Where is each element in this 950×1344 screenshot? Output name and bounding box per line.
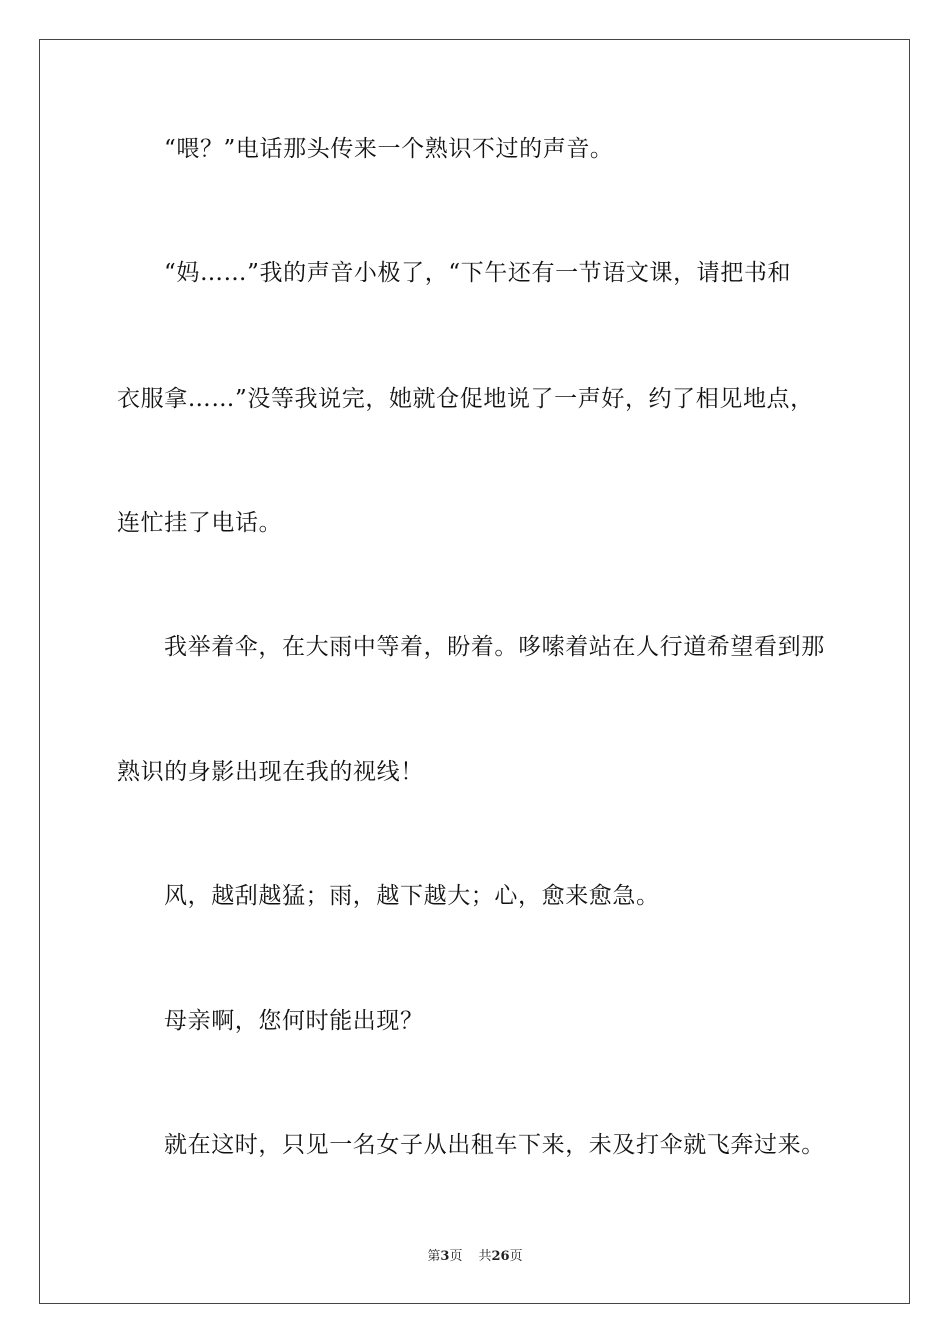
total-unit: 页 <box>509 1249 523 1264</box>
page-prefix: 第 <box>427 1249 441 1264</box>
paragraph-line-5: 我举着伞，在大雨中等着，盼着。哆嗦着站在人行道希望看到那 <box>164 634 825 660</box>
paragraph-line-4: 连忙挂了电话。 <box>117 510 283 536</box>
paragraph-line-7: 风，越刮越猛；雨，越下越大；心，愈来愈急。 <box>164 883 660 909</box>
total-page-number: 26 <box>491 1249 510 1264</box>
total-prefix: 共 <box>478 1249 492 1264</box>
page-unit: 页 <box>449 1249 463 1264</box>
paragraph-line-8: 母亲啊，您何时能出现？ <box>164 1008 424 1034</box>
paragraph-line-6: 熟识的身影出现在我的视线！ <box>117 759 424 785</box>
paragraph-line-3: 衣服拿……”没等我说完，她就仓促地说了一声好，约了相见地点， <box>117 386 814 412</box>
current-page-number: 3 <box>440 1249 450 1264</box>
paragraph-line-9: 就在这时，只见一名女子从出租车下来，未及打伞就飞奔过来。 <box>164 1132 825 1158</box>
page-frame <box>39 39 910 1304</box>
paragraph-line-2: “妈……”我的声音小极了，“下午还有一节语文课，请把书和 <box>164 260 792 286</box>
page-footer <box>0 1248 950 1266</box>
paragraph-line-1: “喂？”电话那头传来一个熟识不过的声音。 <box>164 136 614 162</box>
